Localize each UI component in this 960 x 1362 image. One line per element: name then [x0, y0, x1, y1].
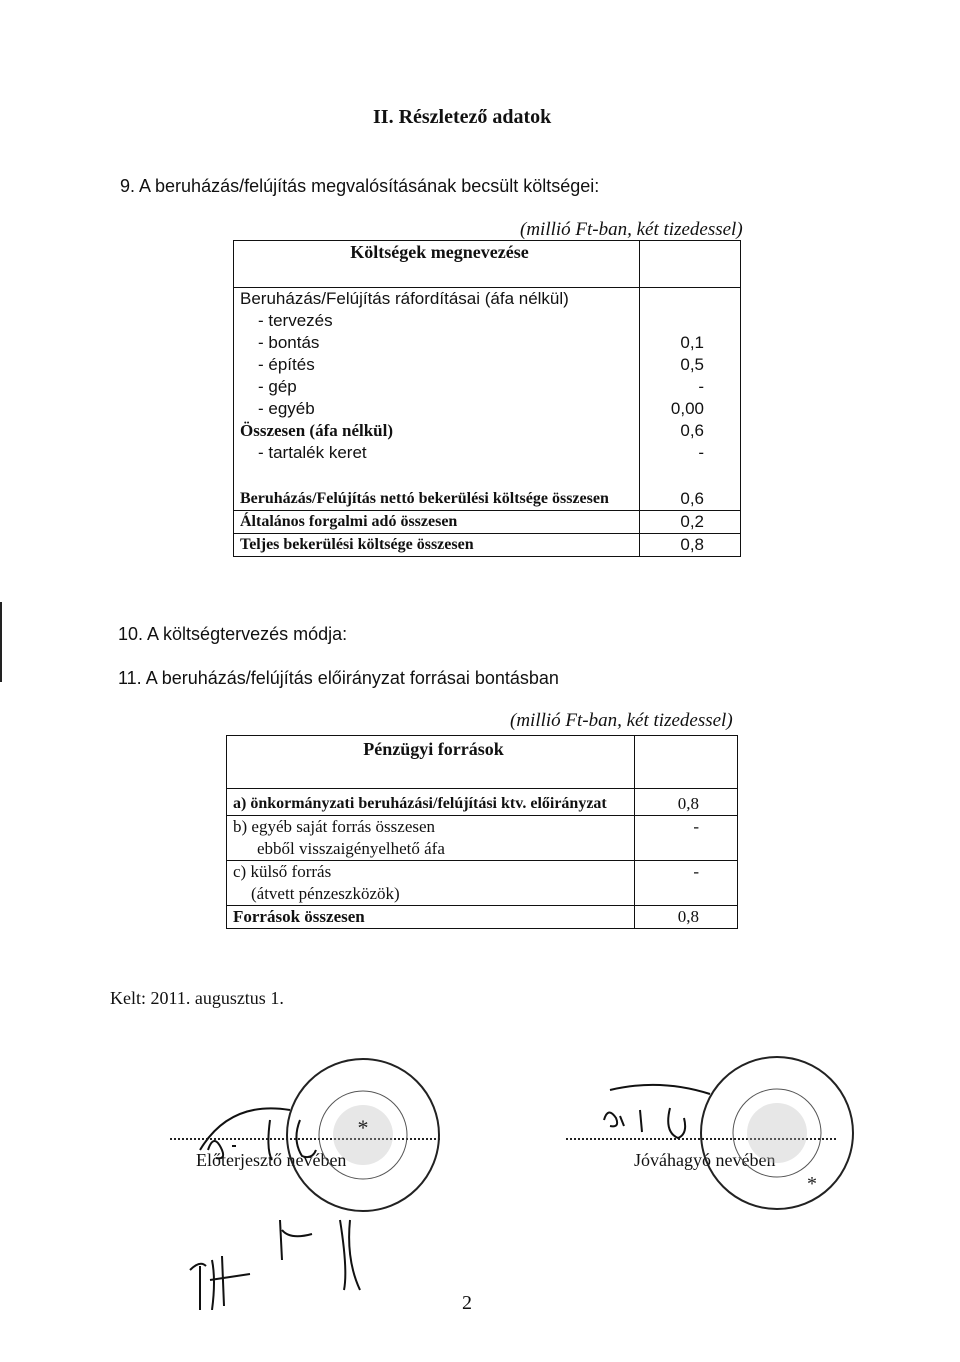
section-9-unit-note: (millió Ft-ban, két tizedessel): [520, 219, 743, 240]
source-row-label: ebből visszaigényelhető áfa: [227, 838, 635, 861]
section-11-title: 11. A beruházás/felújítás előirányzat forrásai bontásban: [118, 668, 559, 688]
cost-table-header: Költségek megnevezése: [234, 241, 640, 288]
cost-row-value: [640, 288, 741, 311]
sources-table: [226, 735, 738, 929]
source-row-label: b) egyéb saját forrás összesen: [227, 816, 635, 839]
cost-row-label: - gép: [234, 376, 640, 398]
sources-table-header: Pénzügyi források: [227, 736, 635, 789]
source-row-value: [635, 883, 738, 906]
source-row-value: -: [635, 816, 738, 839]
cost-subtotal-value: 0,6: [680, 421, 704, 440]
cost-row-value: 0,00: [670, 399, 704, 418]
section-10-title: 10. A költségtervezés módja:: [118, 624, 348, 644]
cost-row-label: - tartalék keret: [234, 442, 640, 488]
source-row-value: 0,8: [635, 789, 738, 816]
svg-text:*: *: [357, 1115, 369, 1140]
date-line: Kelt: 2011. augusztus 1.: [110, 988, 284, 1008]
sources-table-header-value: [635, 736, 738, 789]
total-cost-label: Teljes bekerülési költsége összesen: [234, 534, 640, 557]
svg-text:*: *: [807, 1173, 817, 1195]
right-signature: [580, 1080, 780, 1160]
source-row-value: -: [635, 861, 738, 884]
source-row-label: a) önkormányzati beruházási/felújítási ktv. előirányzat: [227, 789, 635, 816]
cost-row-label: - építés: [234, 354, 640, 376]
section-11-unit-note: (millió Ft-ban, két tizedessel): [510, 710, 733, 731]
cost-row-label: Beruházás/Felújítás ráfordításai (áfa nélkül): [234, 288, 640, 311]
cost-table: [233, 240, 741, 557]
cost-row-value: -: [698, 443, 704, 462]
page-number: 2: [462, 1292, 472, 1314]
vat-value: 0,2: [640, 511, 741, 534]
cost-row-value: 0,1: [680, 333, 704, 352]
sources-total-value: 0,8: [635, 906, 738, 929]
net-cost-value: 0,6: [680, 489, 704, 508]
cost-row-value: -: [698, 377, 704, 396]
vat-label: Általános forgalmi adó összesen: [234, 511, 640, 534]
cost-row-label: - egyéb: [234, 398, 640, 420]
source-row-label: c) külső forrás: [227, 861, 635, 884]
net-cost-label: Beruházás/Felújítás nettó bekerülési költsége összesen: [234, 488, 640, 511]
cost-table-header-value: [640, 241, 741, 288]
total-cost-value: 0,8: [640, 534, 741, 557]
cost-row-value: [640, 310, 741, 332]
cost-row-value: 0,5: [680, 355, 704, 374]
cost-row-label: - bontás: [234, 332, 640, 354]
section-9-title: 9. A beruházás/felújítás megvalósításának becsült költségei:: [120, 176, 600, 196]
margin-line: [0, 602, 2, 682]
left-signature-caption: Előterjesztő nevében: [196, 1150, 347, 1170]
cost-row-label: - tervezés: [234, 310, 640, 332]
left-signature: [170, 1080, 470, 1310]
source-row-label: (átvett pénzeszközök): [227, 883, 635, 906]
right-signature-caption: Jóváhagyó nevében: [634, 1150, 776, 1170]
sources-total-label: Források összesen: [227, 906, 635, 929]
cost-subtotal-label: Összesen (áfa nélkül): [234, 420, 640, 442]
page-heading: II. Részletező adatok: [373, 106, 552, 128]
source-row-value: [635, 838, 738, 861]
